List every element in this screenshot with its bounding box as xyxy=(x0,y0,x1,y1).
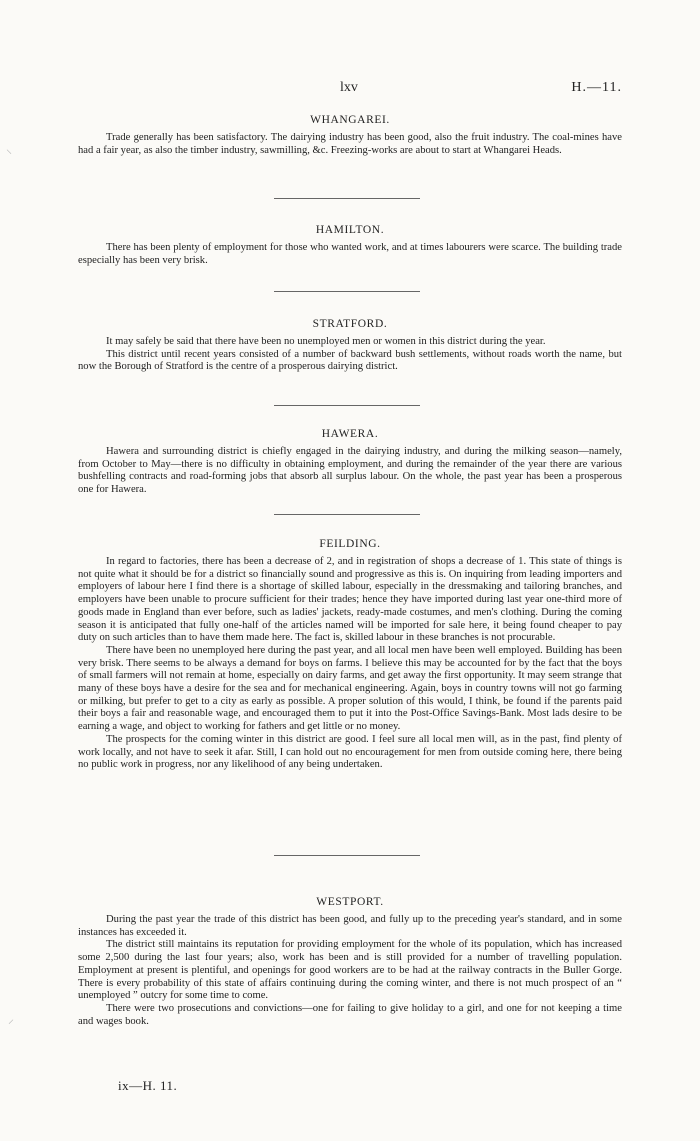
footer-signature: ix—H. 11. xyxy=(118,1078,178,1093)
section-divider xyxy=(274,291,420,292)
paragraph: This district until recent years consisted of a number of backward bush settlements, without roads worth the name, but now the Borough of Stratford is the centre of a prosperous dairying district. xyxy=(78,348,622,373)
section-divider xyxy=(274,855,420,856)
margin-tick-mark: ⸝ xyxy=(8,1012,15,1026)
paragraph: The prospects for the coming winter in this district are good. I feel sure all local men will, as in the past, find plenty of work locally, and not have to seek it afar. Still, I can hold out no encouragement for men from outside coming here, there being no public work in progress, nor any likelihood of any being undertaken. xyxy=(78,733,622,771)
margin-tick-mark: ⸜ xyxy=(6,142,13,156)
section-heading: HAWERA. xyxy=(321,428,379,440)
paragraph: Trade generally has been satisfactory. The dairying industry has been good, also the fruit industry. The coal-mines have had a fair year, as also the timber industry, sawmilling, &c. Freezing-works are about to start at Whangarei Heads. xyxy=(78,132,622,156)
paragraph: During the past year the trade of this district has been good, and fully up to the preceding year's standard, and in some instances has exceeded it. xyxy=(78,914,622,938)
section-stratford xyxy=(78,318,622,374)
section-westport xyxy=(78,896,622,1028)
section-heading: WHANGAREI. xyxy=(310,114,390,126)
section-hamilton xyxy=(78,224,622,267)
section-feilding xyxy=(78,538,622,772)
page-number: lxv xyxy=(340,80,358,95)
page-header xyxy=(78,80,622,100)
section-divider xyxy=(274,405,420,406)
section-heading: HAMILTON. xyxy=(315,224,385,236)
paragraph: There has been plenty of employment for those who wanted work, and at times labourers were scarce. The building trade especially has been very brisk. xyxy=(78,242,622,266)
paragraph: It may safely be said that there have been no unemployed men or women in this district during the year. xyxy=(106,336,546,347)
document-reference: H.—11. xyxy=(571,80,622,95)
section-hawera xyxy=(78,428,622,497)
paragraph: There have been no unemployed here during the past year, and all local men have been well employed. Building has been very brisk. There seems to be always a demand for boys on farms. I believe this may be accounted for by the fact that the boys of small farmers will not remain at home, especially on dairy farms, and get away the first opportunity. It may seem strange that many of these boys have a desire for the sea and for mechanical engineering. Again, boys in country towns will not go farming or milking, but prefer to get to a city as early as possible. A proper solution of this would, I think, be found if the parents paid their boys a fair and reasonable wage, and encouraged them to put it into the Post-Office Savings-Bank. Most lads desire to be earning a wage, and object to working for fathers and get little or no money. xyxy=(78,644,622,733)
section-heading: FEILDING. xyxy=(319,538,381,550)
paragraph: Hawera and surrounding district is chiefly engaged in the dairying industry, and during the milking season—namely, from October to May—there is no difficulty in obtaining employment, and during the remainder of the year there are various bushfelling contracts and road-forming jobs that absorb all surplus labour. On the whole, the past year has been a prosperous one for Hawera. xyxy=(78,446,622,496)
paragraph: There were two prosecutions and convictions—one for failing to give holiday to a girl, and one for not keeping a time and wages book. xyxy=(78,1002,622,1027)
section-whangarei xyxy=(78,114,622,157)
section-divider xyxy=(274,198,420,199)
paragraph: In regard to factories, there has been a decrease of 2, and in registration of shops a decrease of 1. This state of things is not quite what it should be for a district so financially sound and progressive as this is. On inquiring from leading importers and employers of labour here I find there is a shortage of skilled labour, especially in the dressmaking and tailoring branches, and employers have been unable to procure sufficient for their trades; hence they have imported during last year one-third more of goods made in England than ever before, such as ladies' jackets, ready-made costumes, and men's clothing. During the coming season it is anticipated that fully one-half of the articles named will be imported for sale here, it being found cheaper to pay duty on such articles than to have them made here. The fact is, skilled labour in these branches is not procurable. xyxy=(78,556,622,644)
paragraph: The district still maintains its reputation for providing employment for the whole of its population, which has increased some 2,500 during the last four years; also, work has been and is still provided for a number of travelling population. Employment at present is plentiful, and openings for good workers are to be had at the railway contracts in the Buller Gorge. There is every probability of this state of affairs continuing during the coming winter, and there is not much prospect of an “ unemployed ” outcry for some time to come. xyxy=(78,939,622,1002)
section-heading: STRATFORD. xyxy=(312,318,388,330)
section-heading: WESTPORT. xyxy=(316,896,384,908)
section-divider xyxy=(274,514,420,515)
